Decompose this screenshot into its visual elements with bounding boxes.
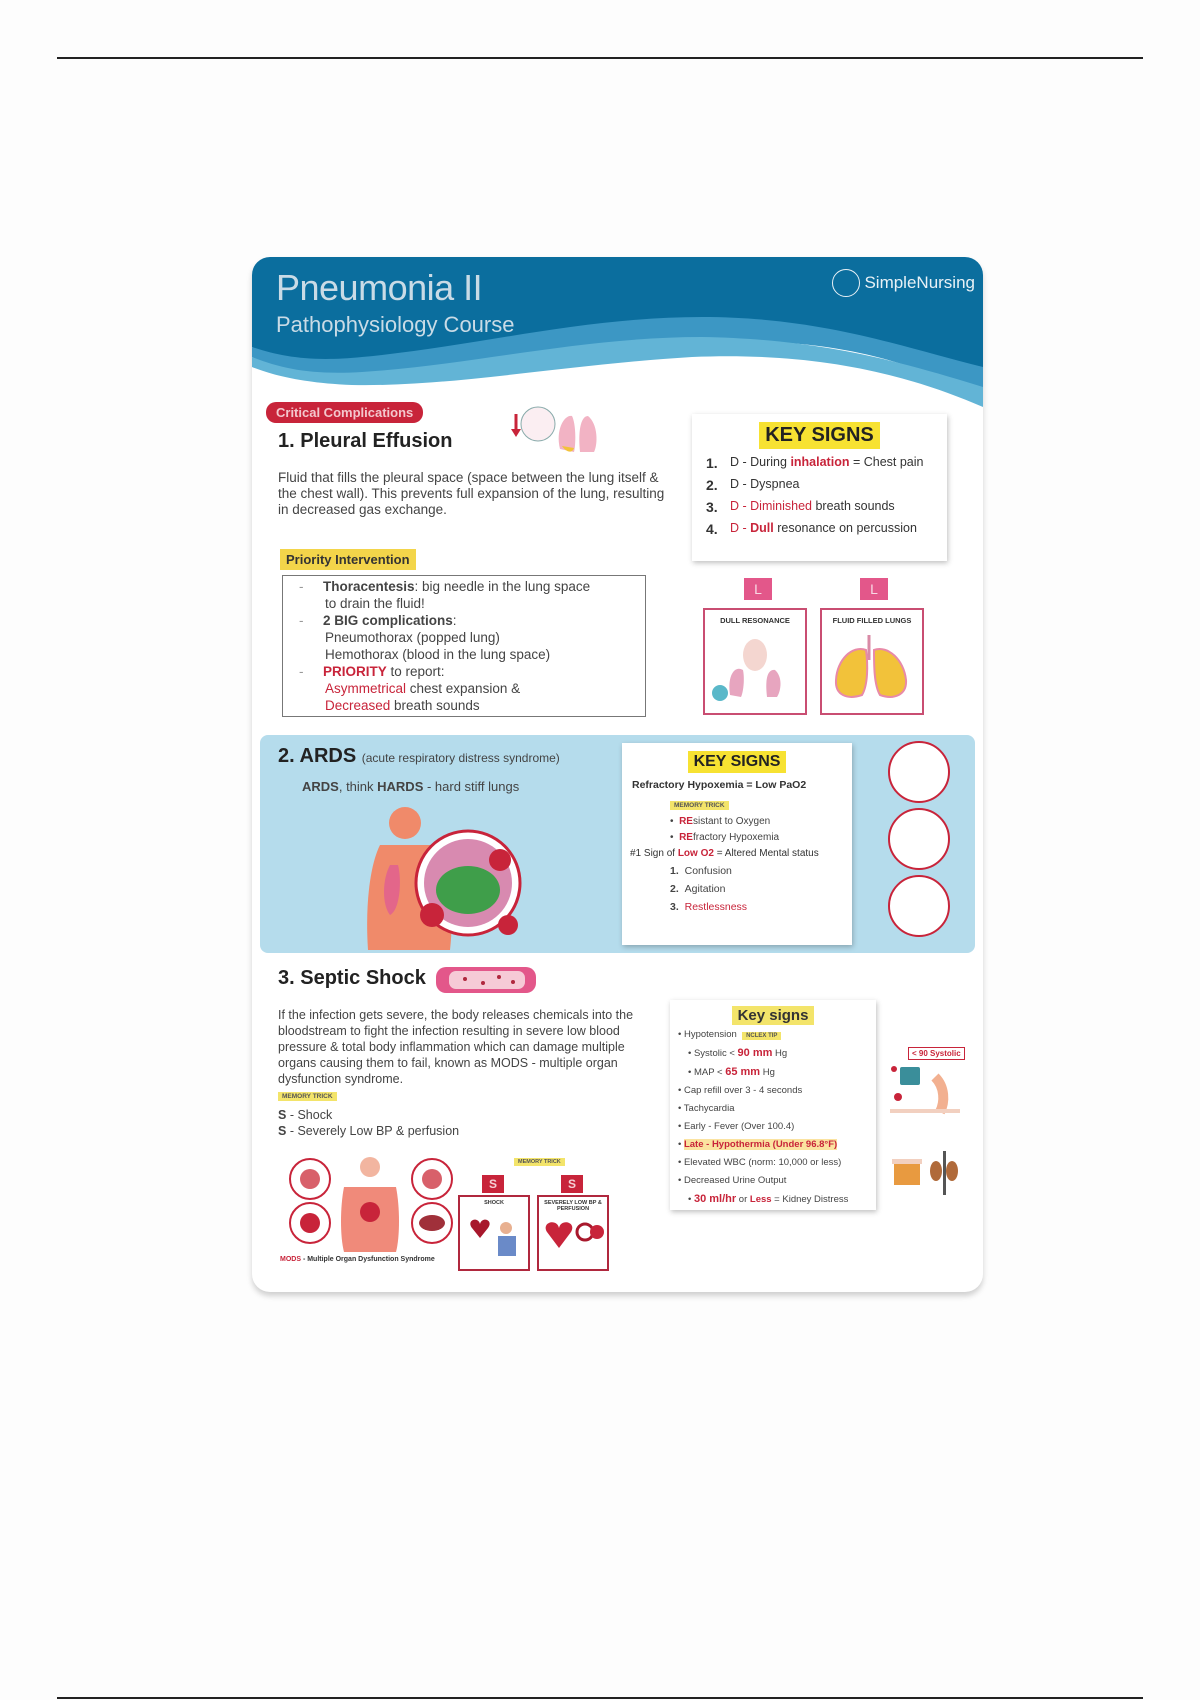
thoracentesis-cont: to drain the fluid! <box>325 596 425 611</box>
key-sign-4: 4. D - Dull resonance on percussion <box>706 521 917 537</box>
ards-key-signs-box <box>622 743 852 945</box>
septic-key-signs-title: Key signs <box>732 1006 815 1025</box>
ards-mnemonic: ARDS, think HARDS - hard stiff lungs <box>302 779 520 794</box>
fluid-filled-lungs-card: FLUID FILLED LUNGS <box>820 608 924 715</box>
section-septic-shock <box>260 957 975 1287</box>
key-sign-2: 2. D - Dyspnea <box>706 477 800 493</box>
late-hypothermia-item: • Late - Hypothermia (Under 96.8°F) <box>678 1139 838 1150</box>
ards-heading: 2. ARDS (acute respiratory distress syndrome) <box>278 745 560 767</box>
priority-report-item: - PRIORITY to report: <box>283 663 645 680</box>
critical-complications-badge: Critical Complications <box>266 402 423 423</box>
study-sheet-card <box>252 257 983 1292</box>
sign-confusion: 1. Confusion <box>670 865 732 877</box>
pneumothorax-text: Pneumothorax (popped lung) <box>325 630 500 645</box>
restlessness-person-icon <box>888 875 950 937</box>
ards-lungs-illustration-icon <box>360 805 530 950</box>
key-sign-3: 3. D - Diminished breath sounds <box>706 499 895 515</box>
hypotension-item: • Hypotension NCLEX TIP <box>678 1029 876 1040</box>
sign-agitation: 2. Agitation <box>670 883 726 895</box>
top-rule <box>57 57 1143 59</box>
bp-heart-icon <box>539 1212 607 1268</box>
wbc-item: • Elevated WBC (norm: 10,000 or less) <box>678 1157 842 1168</box>
urine-output-item: • Decreased Urine Output <box>678 1175 787 1186</box>
s-cards-memory-trick: MEMORY TRICK <box>514 1158 565 1166</box>
priority-intervention-label: Priority Intervention <box>280 549 416 570</box>
key-signs-title: KEY SIGNS <box>759 422 880 449</box>
bottom-rule <box>57 1697 1143 1699</box>
page-subtitle: Pathophysiology Course <box>276 312 515 337</box>
header-banner <box>252 257 983 407</box>
section-ards <box>260 735 975 953</box>
mnemonic-severely-low-bp: S - Severely Low BP & perfusion <box>278 1124 460 1138</box>
fluid-lungs-icon <box>822 625 922 705</box>
septic-memory-trick-label: MEMORY TRICK <box>278 1092 337 1101</box>
pleural-effusion-heading: 1. Pleural Effusion <box>278 430 453 452</box>
septic-shock-heading: 3. Septic Shock <box>278 967 426 989</box>
septic-key-signs-box <box>670 1000 876 1210</box>
brand-name: SimpleNursing <box>864 273 975 292</box>
kidney-distress-item: • 30 ml/hr or Less = Kidney Distress <box>688 1193 849 1205</box>
decreased-text: Decreased breath sounds <box>325 698 480 713</box>
pleural-effusion-lungs-icon <box>510 404 600 459</box>
septic-shock-description: If the infection gets severe, the body releases chemicals into the bloodstream to fight the infection resulting in severe low blood pressure & total body inflammation which can damage multiple organs causing them to fail, known as MODS - multiple organ dysfunction syndrome. <box>278 1008 634 1086</box>
mnemonic-shock: S - Shock <box>278 1108 333 1122</box>
bullet-refractory: • REfractory Hypoxemia <box>670 832 780 843</box>
key-sign-1: 1. D - During inhalation = Chest pain <box>706 455 924 471</box>
hemothorax-text: Hemothorax (blood in the lung space) <box>325 647 551 662</box>
bullet-resistant: • REsistant to Oxygen <box>670 816 771 827</box>
l-tag-fluid: L <box>860 578 888 600</box>
asymmetrical-text: Asymmetrical chest expansion & <box>325 681 521 696</box>
severely-low-bp-card: SEVERELY LOW BP & PERFUSION <box>537 1195 609 1271</box>
mods-caption: MODS - Multiple Organ Dysfunction Syndrome <box>280 1256 435 1263</box>
pleural-effusion-description: Fluid that fills the pleural space (space between the lung itself & the chest wall). This prevents full expansion of the lung, resulting in decreased gas exchange. <box>278 470 665 517</box>
percussion-illustration-icon <box>705 625 805 705</box>
brand-logo <box>832 269 975 297</box>
ards-key-signs-title: KEY SIGNS <box>688 751 787 773</box>
priority-intervention-box <box>282 575 646 717</box>
l-tag-dull: L <box>744 578 772 600</box>
complications-item: - 2 BIG complications: <box>283 612 645 629</box>
confusion-person-icon <box>888 741 950 803</box>
s-tag-shock: S <box>482 1175 504 1193</box>
brand-logo-icon <box>832 269 860 297</box>
tachycardia-item: • Tachycardia <box>678 1103 735 1114</box>
altered-mental-status: #1 Sign of Low O2 = Altered Mental status <box>630 848 819 859</box>
dull-resonance-card: DULL RESONANCE <box>703 608 807 715</box>
mods-organs-illustration-icon <box>282 1157 467 1262</box>
kidney-urine-icon <box>890 1147 960 1197</box>
refractory-hypoxemia: Refractory Hypoxemia = Low PaO2 <box>632 779 807 791</box>
s-tag-low-bp: S <box>561 1175 583 1193</box>
blood-vessel-icon <box>435 965 537 995</box>
systolic-item: • Systolic < 90 mm Hg <box>688 1047 788 1059</box>
shock-card: SHOCK <box>458 1195 530 1271</box>
sign-restlessness: 3. Restlessness <box>670 901 748 913</box>
map-item: • MAP < 65 mm Hg <box>688 1066 775 1078</box>
memory-trick-label: MEMORY TRICK <box>670 801 729 810</box>
shock-person-heart-icon <box>460 1206 528 1266</box>
page-title: Pneumonia II <box>276 267 483 308</box>
bp-callout: < 90 Systolic <box>908 1047 965 1060</box>
early-fever-item: • Early - Fever (Over 100.4) <box>678 1121 795 1132</box>
cap-refill-item: • Cap refill over 3 - 4 seconds <box>678 1085 803 1096</box>
thoracentesis-item: - Thoracentesis: big needle in the lung space <box>283 578 645 595</box>
pleural-key-signs-box <box>692 414 947 561</box>
bp-monitor-icon <box>890 1057 960 1117</box>
agitation-person-icon <box>888 808 950 870</box>
section-pleural-effusion <box>260 402 975 727</box>
